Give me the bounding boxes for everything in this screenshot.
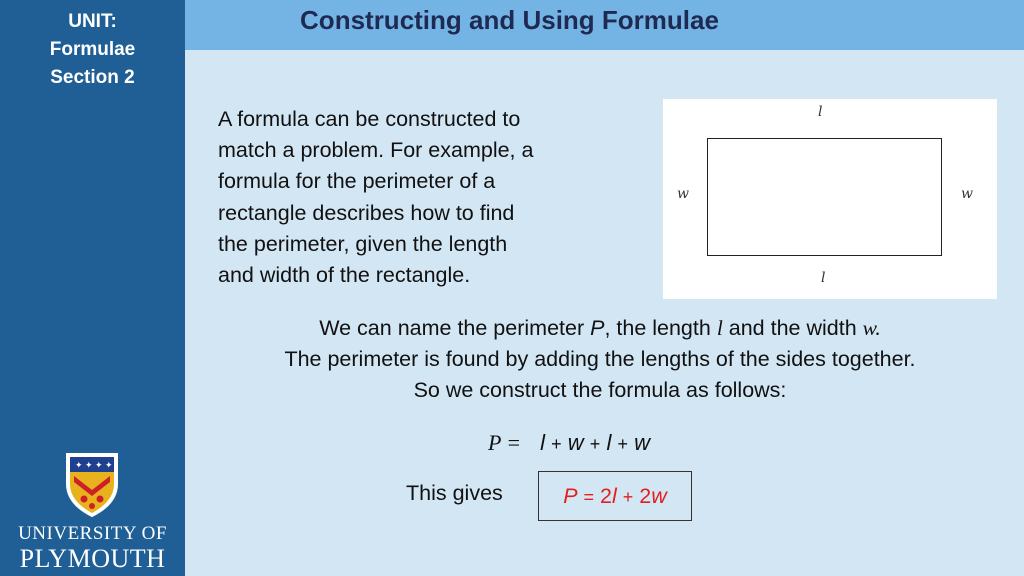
rectangle-shape: [707, 138, 942, 256]
simplified-formula-box: [538, 471, 692, 521]
formula-term: l: [540, 430, 546, 455]
answer-lhs: P: [563, 484, 578, 508]
answer-plus: +: [622, 487, 634, 507]
svg-text:✦: ✦: [105, 461, 113, 471]
intro-line: rectangle describes how to find: [218, 200, 515, 225]
answer-coef: 2: [600, 484, 613, 508]
logo-university-of: UNIVERSITY OF: [18, 523, 167, 544]
answer-coef: 2: [639, 484, 652, 508]
answer-var: l: [612, 484, 617, 508]
explanation-line-2: The perimeter is found by adding the lengths of the sides together.: [284, 347, 916, 371]
intro-line: and width of the rectangle.: [218, 263, 471, 288]
text-span: and the width: [722, 316, 863, 340]
formula-term: w: [634, 430, 650, 455]
intro-line: A formula can be constructed to: [218, 107, 521, 131]
explanation-text: [200, 313, 1000, 406]
intro-line: formula for the perimeter of a: [218, 169, 496, 194]
university-crest-icon: [64, 452, 120, 518]
explanation-line-3: So we construct the formula as follows:: [413, 378, 787, 402]
svg-text:✦: ✦: [95, 461, 103, 471]
intro-paragraph: [218, 104, 618, 291]
formula-lhs: P: [488, 430, 502, 455]
formula-plus: +: [617, 434, 628, 454]
width-label-left: w: [677, 186, 689, 202]
logo-plymouth: PLYMOUTH: [19, 544, 166, 573]
length-label-bottom: l: [821, 270, 826, 286]
answer-equals: =: [583, 487, 595, 507]
unit-topic: Formulae: [49, 39, 136, 60]
length-label-top: l: [818, 104, 823, 120]
perimeter-symbol: P: [590, 316, 605, 340]
unit-heading: [0, 8, 185, 92]
sidebar: [0, 0, 185, 576]
rectangle-diagram: [663, 99, 997, 299]
answer-var: w: [651, 484, 667, 508]
text-span: , the length: [604, 316, 717, 340]
width-label-right: w: [961, 186, 973, 202]
unit-label: UNIT:: [68, 11, 117, 32]
text-span: We can name the perimeter: [319, 316, 591, 340]
formula-term: l: [606, 430, 612, 455]
intro-line: match a problem. For example, a: [218, 138, 534, 163]
formula-plus: +: [589, 434, 601, 454]
university-logo: [10, 452, 175, 572]
unit-section: Section 2: [50, 67, 135, 88]
width-symbol: w.: [862, 316, 881, 340]
intro-line: the perimeter, given the length: [218, 231, 508, 256]
length-symbol: l: [716, 316, 723, 340]
gives-label: This gives: [406, 481, 503, 505]
explanation-line-1: [200, 313, 1000, 344]
perimeter-formula-expanded: [488, 430, 650, 456]
formula-plus: +: [551, 434, 562, 454]
formula-term: w: [567, 430, 584, 455]
svg-text:✦: ✦: [75, 461, 83, 471]
formula-equals: =: [507, 430, 520, 455]
svg-text:✦: ✦: [85, 461, 93, 471]
page-title: Constructing and Using Formulae: [300, 5, 719, 35]
